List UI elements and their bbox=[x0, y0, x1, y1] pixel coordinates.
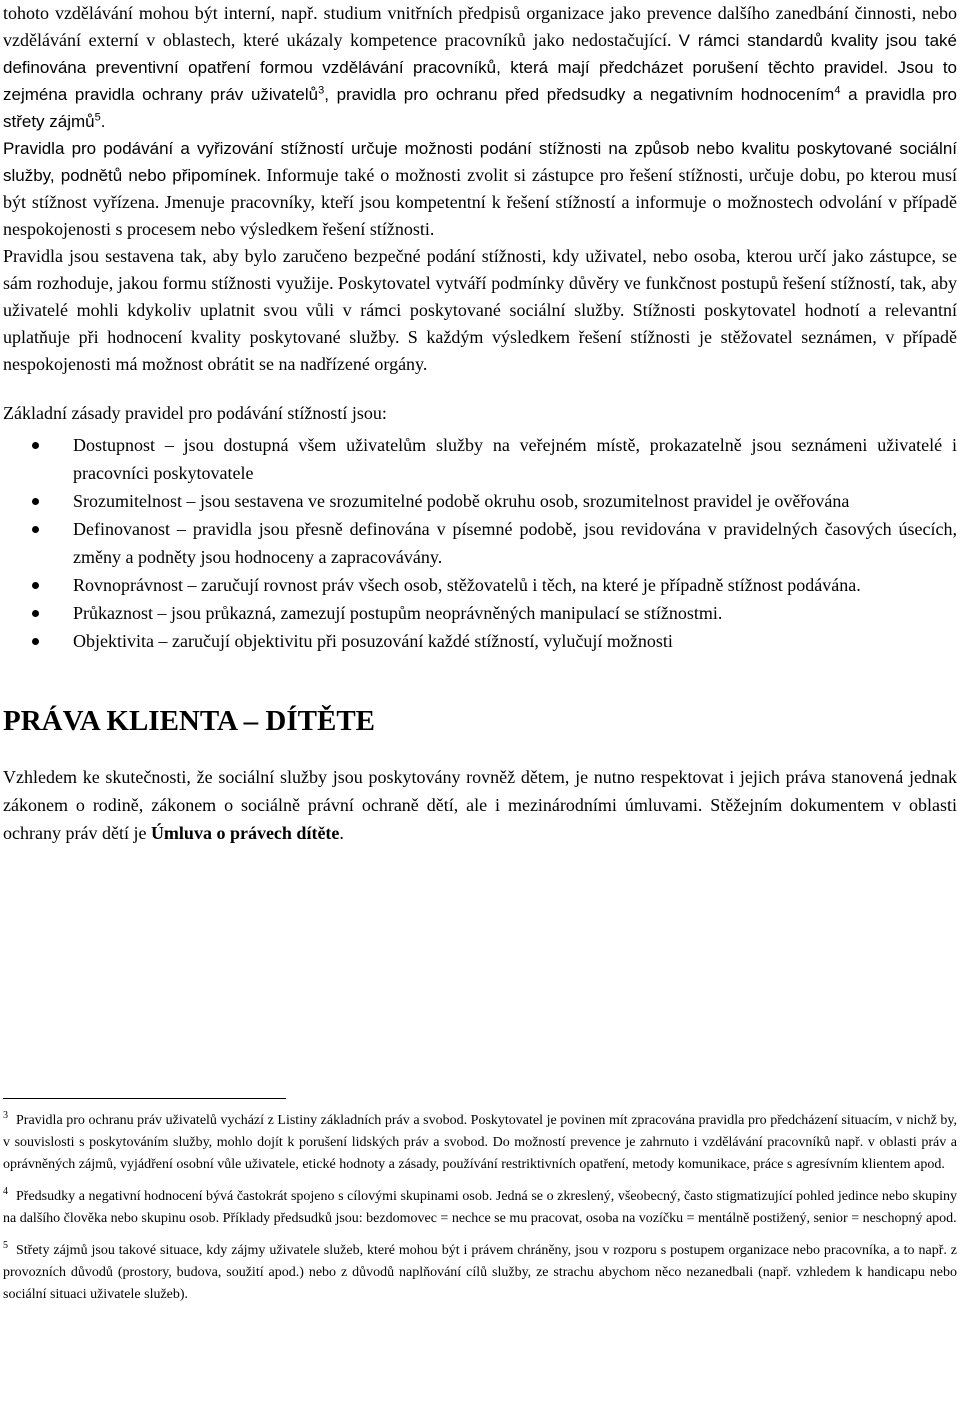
footnote-text: Pravidla pro ochranu práv uživatelů vychází z Listiny základních práv a svobod. Poskytovatel je povinen mít zpracována pravidla pro předcházení situacím, v nichž by, v souvislosti s poskytováním služby, mohlo dojít k porušení lidských práv a svobod. Do možností prevence je zahrnuto i vzdělávání pracovníků např. v oblasti práv a oprávněných zájmů, vyjádření osobní vůle uživatele, etické hodnoty a zásady, používání restriktivních opatření, metody komunikace, práce s agresívním klientem apod. bbox=[3, 1113, 957, 1172]
paragraph-text: a pravidla pro střety zájmů bbox=[3, 85, 957, 131]
list-item bbox=[3, 599, 957, 627]
footnote-number: 4 bbox=[3, 1186, 8, 1198]
list-item bbox=[3, 431, 957, 487]
paragraph-text: Pravidla pro podávání a vyřizování stížností určuje možnosti podání stížnosti na způsob nebo kvalitu poskytované sociální služby, podnětů nebo připomínek. bbox=[3, 139, 957, 185]
bullet-icon bbox=[32, 498, 39, 505]
footnote-4 bbox=[3, 1186, 957, 1230]
document-page bbox=[3, 0, 958, 1302]
list-item bbox=[3, 627, 957, 655]
footnote-number: 3 bbox=[3, 1110, 8, 1122]
paragraph-text: , pravidla pro ochranu před předsudky a negativním hodnocením bbox=[324, 85, 835, 104]
paragraph-text: Informuje také o možnosti zvolit si zástupce pro řešení stížnosti, určuje dobu, po kterou musí být stížnost vyřízena. bbox=[3, 165, 958, 212]
paragraph-text: Jmenuje pracovníky, kteří jsou kompetentní k řešení stížností a informuje o možnostech odvolání v případě nespokojenosti s procesem nebo výsledkem řešení stížnosti. bbox=[3, 192, 958, 239]
paragraph-complaints-safety bbox=[3, 243, 957, 378]
paragraph-text: Pravidla jsou sestavena tak, aby bylo zaručeno bezpečné podání stížnosti, kdy uživatel, nebo osoba, kterou určí jako zástupce, se sám rozhoduje, jakou formu stížnosti využije. bbox=[3, 246, 957, 293]
bullet-icon bbox=[32, 638, 39, 645]
bullet-icon bbox=[32, 442, 39, 449]
principles-intro: Základní zásady pravidel pro podávání stížností jsou: bbox=[3, 403, 387, 423]
list-item-text: Dostupnost – jsou dostupná všem uživatelům služby na veřejném místě, prokazatelně jsou seznámeni uživatelé i pracovníci poskytovatele bbox=[73, 435, 957, 483]
paragraph-text: . bbox=[339, 823, 344, 843]
footnote-divider bbox=[3, 1098, 286, 1099]
paragraph-text: . bbox=[100, 112, 106, 131]
list-item-text: Průkaznost – jsou průkazná, zamezují postupům neoprávněných manipulací se stížnostmi. bbox=[73, 603, 723, 623]
bullet-icon bbox=[32, 526, 39, 533]
bullet-icon bbox=[32, 610, 39, 617]
principles-list bbox=[3, 431, 957, 655]
footnote-5 bbox=[3, 1240, 957, 1306]
footnotes bbox=[3, 1110, 957, 1310]
paragraph-text: S každým výsledkem řešení stížnosti je stěžovatel seznámen, v případě nespokojenosti má možnost obrátit se na nadřízené orgány. bbox=[3, 327, 958, 374]
paragraph-prevention bbox=[3, 0, 957, 135]
paragraph-text: Vzhledem ke skutečnosti, že sociální služby jsou poskytovány rovněž dětem, je nutno respektovat i jejich práva stanovená jednak zákonem o rodině, zákonem o sociálně právní ochraně dětí, ale i mezinárodními úmluvami. Stěžejním dokumentem v oblasti ochrany práv dětí je bbox=[3, 767, 957, 843]
footnote-ref-3[interactable]: 3 bbox=[318, 84, 325, 97]
list-item-text: Definovanost – pravidla jsou přesně definována v písemné podobě, jsou revidována v pravidelných časových úsecích, změny a podněty jsou hodnoceny a zapracovávány. bbox=[73, 519, 957, 567]
footnote-text: Střety zájmů jsou takové situace, kdy zájmy uživatele služeb, které mohou být i právem chráněny, jsou v rozporu s postupem organizace nebo pracovníka, a to např. z provozních důvodů (prostory, budova, soužití apod.) nebo z důvodů naplňování cílů služby, ze strachu abychom něco nezanedbali (např. vzhledem k handicapu nebo sociální situaci uživatele služeb). bbox=[3, 1243, 957, 1302]
bullet-icon bbox=[32, 582, 39, 589]
footnote-number: 5 bbox=[3, 1240, 8, 1252]
convention-name: Úmluva o právech dítěte bbox=[150, 823, 340, 843]
paragraph-text: Stížnosti poskytovatel hodnotí a relevantní uplatňuje při hodnocení kvality poskytované služby. bbox=[3, 300, 957, 347]
list-item-text: Objektivita – zaručují objektivitu při posuzování každé stížností, vylučují možnosti bbox=[73, 631, 673, 651]
list-item bbox=[3, 571, 957, 599]
paragraph-complaints-rules bbox=[3, 135, 957, 243]
paragraph-text: V rámci standardů kvality jsou také definována preventivní opatření formou vzdělávání pracovníků, která mají předcházet porušení těchto pravidel. Jsou to zejména pravidla ochrany práv uživatelů bbox=[3, 31, 958, 104]
list-item bbox=[3, 487, 957, 515]
section-heading: PRÁVA KLIENTA – DÍTĚTE bbox=[3, 705, 376, 737]
list-item bbox=[3, 515, 957, 571]
paragraph-text: tohoto vzdělávání mohou být interní, např. studium vnitřních předpisů organizace jako prevence dalšího zanedbání činnosti, nebo vzdělávání externí v oblastech, které ukázaly kompetence pracovníků jako nedostačující. bbox=[3, 3, 957, 50]
footnote-ref-5[interactable]: 5 bbox=[94, 111, 101, 124]
list-item-text: Srozumitelnost – jsou sestavena ve srozumitelné podobě okruhu osob, srozumitelnost pravidel je ověřována bbox=[73, 491, 850, 511]
paragraph-text: Poskytovatel vytváří podmínky důvěry ve funkčnost postupů řešení stížností, tak, aby uživatelé mohli kdykoliv uplatnit svou vůli v rámci poskytované sociální služby. bbox=[3, 273, 958, 320]
footnote-ref-4[interactable]: 4 bbox=[834, 84, 841, 97]
list-item-text: Rovnoprávnost – zaručují rovnost práv všech osob, stěžovatelů i těch, na které je případně stížnost podávána. bbox=[73, 575, 861, 595]
footnote-3 bbox=[3, 1110, 957, 1176]
footnote-text: Předsudky a negativní hodnocení bývá častokrát spojeno s cílovými skupinami osob. Jedná se o zkreslený, všeobecný, často stigmatizující pohled jedince nebo skupiny na dalšího člověka nebo skupinu osob. Příklady předsudků jsou: bezdomovec = nechce se mu pracovat, osoba na vozíčku = mentálně postižený, senior = neschopný apod. bbox=[3, 1189, 957, 1226]
paragraph-child-rights bbox=[3, 763, 957, 847]
